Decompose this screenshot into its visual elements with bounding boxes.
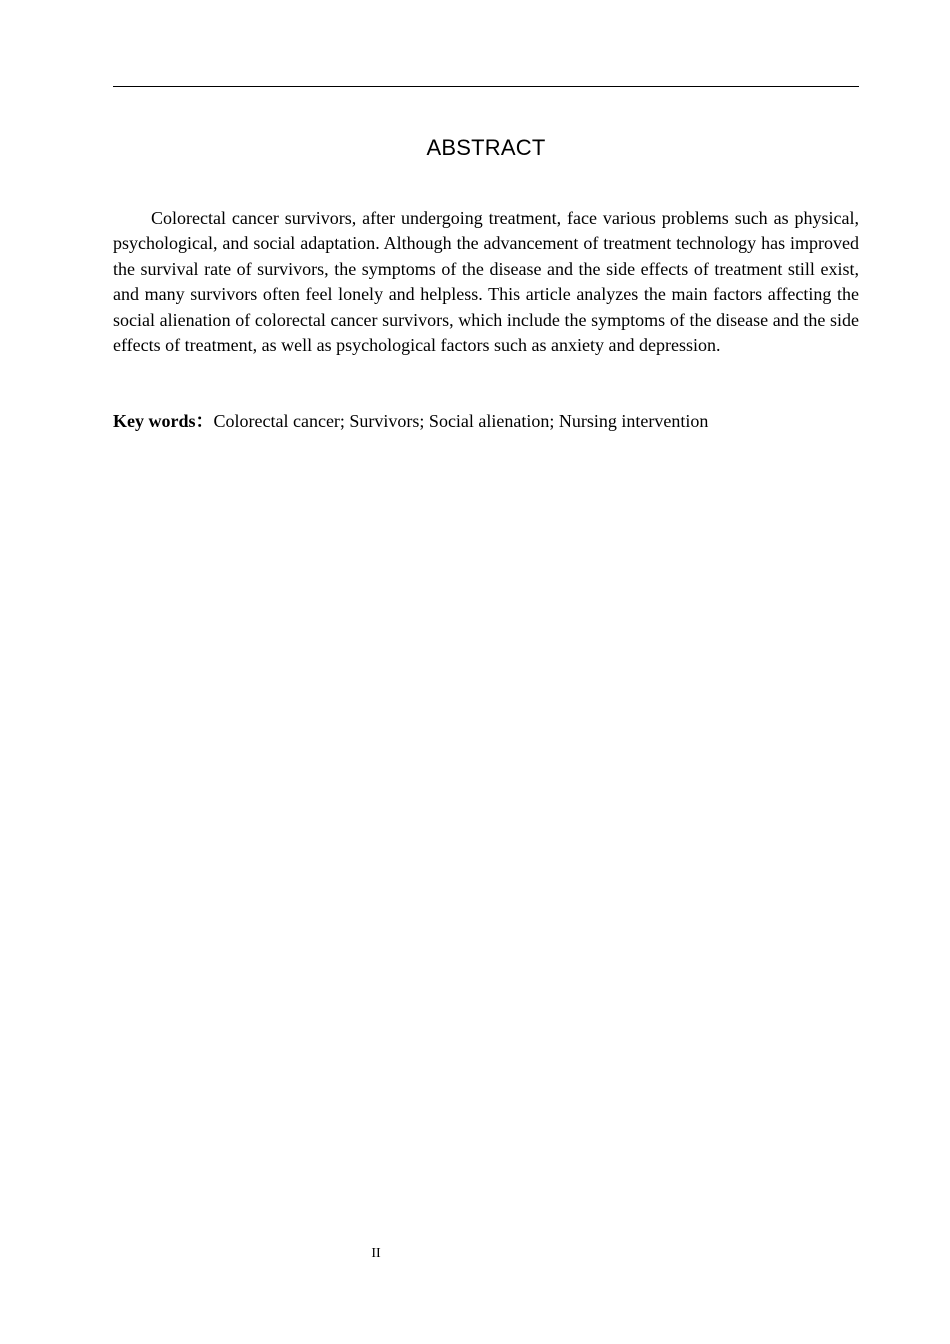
keywords-line bbox=[113, 409, 859, 434]
keywords-label: Key words： bbox=[113, 411, 214, 431]
abstract-title: ABSTRACT bbox=[426, 135, 546, 160]
header-rule bbox=[113, 86, 859, 87]
abstract-paragraph: Colorectal cancer survivors, after undergoing treatment, face various problems such as physical, psychological, and social adaptation. Although the advancement of treatment technology has improved the survival rate of survivors, the symptoms of the disease and the side effects of treatment still exist, and many survivors often feel lonely and helpless. This article analyzes the main factors affecting the social alienation of colorectal cancer survivors, which include the symptoms of the disease and the side effects of treatment, as well as psychological factors such as anxiety and depression. bbox=[113, 208, 859, 356]
page-number: II bbox=[371, 1246, 381, 1261]
keywords-text: Colorectal cancer; Survivors; Social alienation; Nursing intervention bbox=[213, 411, 709, 431]
